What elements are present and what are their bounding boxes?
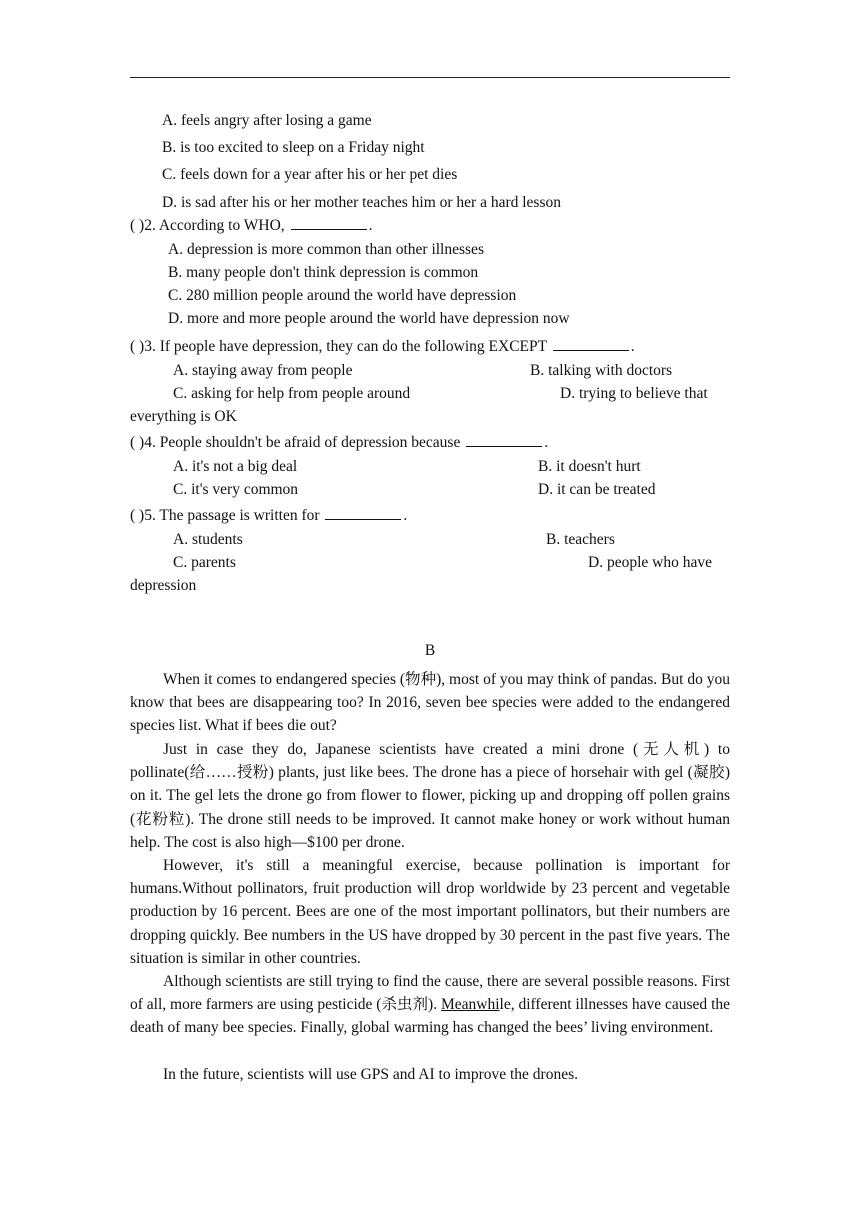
q4-option-d: D. it can be treated [538, 481, 656, 498]
q3-option-d-continued: everything is OK [130, 408, 237, 425]
section-b-paragraph-2: Just in case they do, Japanese scientists have created a mini drone (无人机) to pollinate(给……授粉) plants, just like bees. The drone has a piece of horsehair with gel (凝胶) on it. The gel lets the drone go from flower to flower, picking up and dropping off pollen grains (花粉粒). The drone still needs to be improved. It cannot make honey or work without human help. The cost is also high—$100 per drone. [130, 741, 730, 851]
q3-option-b: B. talking with doctors [530, 362, 673, 379]
q5-option-d: D. people who have [588, 554, 712, 571]
q2-stem-text: ( )2. According to WHO, [130, 217, 285, 234]
section-b-paragraph-5: In the future, scientists will use GPS and AI to improve the drones. [163, 1066, 578, 1083]
q4-stem-text: ( )4. People shouldn't be afraid of depression because [130, 434, 461, 451]
section-b-paragraph-1: When it comes to endangered species (物种), most of you may think of pandas. But do you know that bees are disappearing too? In 2016, seven bee species were added to the endangered species list. What if bees die out? [130, 671, 730, 735]
paragraph-4-text-before: Although scientists are still trying to find the cause, there are several possible reasons. First of all, more farmers are using pesticide (杀虫剂). [130, 973, 730, 1014]
q2-option-d: D. more and more people around the world have depression now [168, 310, 570, 327]
q4-option-b: B. it doesn't hurt [538, 458, 641, 475]
q1-option-a: A. feels angry after losing a game [162, 112, 372, 129]
q1-option-b: B. is too excited to sleep on a Friday night [162, 139, 425, 156]
header-rule [130, 77, 730, 78]
q2-answer-blank[interactable] [291, 217, 367, 230]
q5-stem: ( )5. The passage is written for . [130, 507, 408, 524]
q3-answer-blank[interactable] [553, 338, 629, 351]
q5-option-d-continued: depression [130, 577, 197, 594]
q1-option-c: C. feels down for a year after his or her pet dies [162, 166, 458, 183]
q5-stem-text: ( )5. The passage is written for [130, 507, 320, 524]
q4-stem: ( )4. People shouldn't be afraid of depression because . [130, 434, 549, 451]
paragraph-4-text-after: le, different illnesses have caused the death of many bee species. Finally, global warming has changed the bees’ living environment. [130, 996, 731, 1037]
q4-answer-blank[interactable] [466, 434, 542, 447]
q3-option-d: D. trying to believe that [560, 385, 708, 402]
q4-option-c: C. it's very common [173, 481, 299, 498]
q2-option-a: A. depression is more common than other illnesses [168, 241, 484, 258]
q3-option-c: C. asking for help from people around [173, 385, 411, 402]
q3-option-a: A. staying away from people [173, 362, 353, 379]
q5-option-c: C. parents [173, 554, 236, 571]
q3-stem: ( )3. If people have depression, they can do the following EXCEPT . [130, 338, 635, 355]
section-b-heading: B [424, 642, 436, 659]
section-b-paragraph-3: However, it's still a meaningful exercise, because pollination is important for humans.Without pollinators, fruit production will drop worldwide by 23 percent and vegetable production by 16 percent. Bees are one of the most important pollinators, but their numbers are dropping quickly. Bee numbers in the US have dropped by 30 percent in the past five years. The situation is similar in other countries. [130, 857, 730, 967]
q2-option-c: C. 280 million people around the world have depression [168, 287, 517, 304]
q2-option-b: B. many people don't think depression is common [168, 264, 479, 281]
underlined-word-meanwhile: Meanwhi [440, 996, 500, 1014]
q5-option-b: B. teachers [546, 531, 615, 548]
q1-option-d: D. is sad after his or her mother teaches him or her a hard lesson [162, 194, 561, 211]
section-b-paragraph-4 [130, 970, 730, 1040]
q5-option-a: A. students [173, 531, 243, 548]
q4-option-a: A. it's not a big deal [173, 458, 298, 475]
q3-stem-text: ( )3. If people have depression, they can do the following EXCEPT [130, 338, 547, 355]
q5-answer-blank[interactable] [325, 507, 401, 520]
q2-stem: ( )2. According to WHO, . [130, 217, 373, 234]
